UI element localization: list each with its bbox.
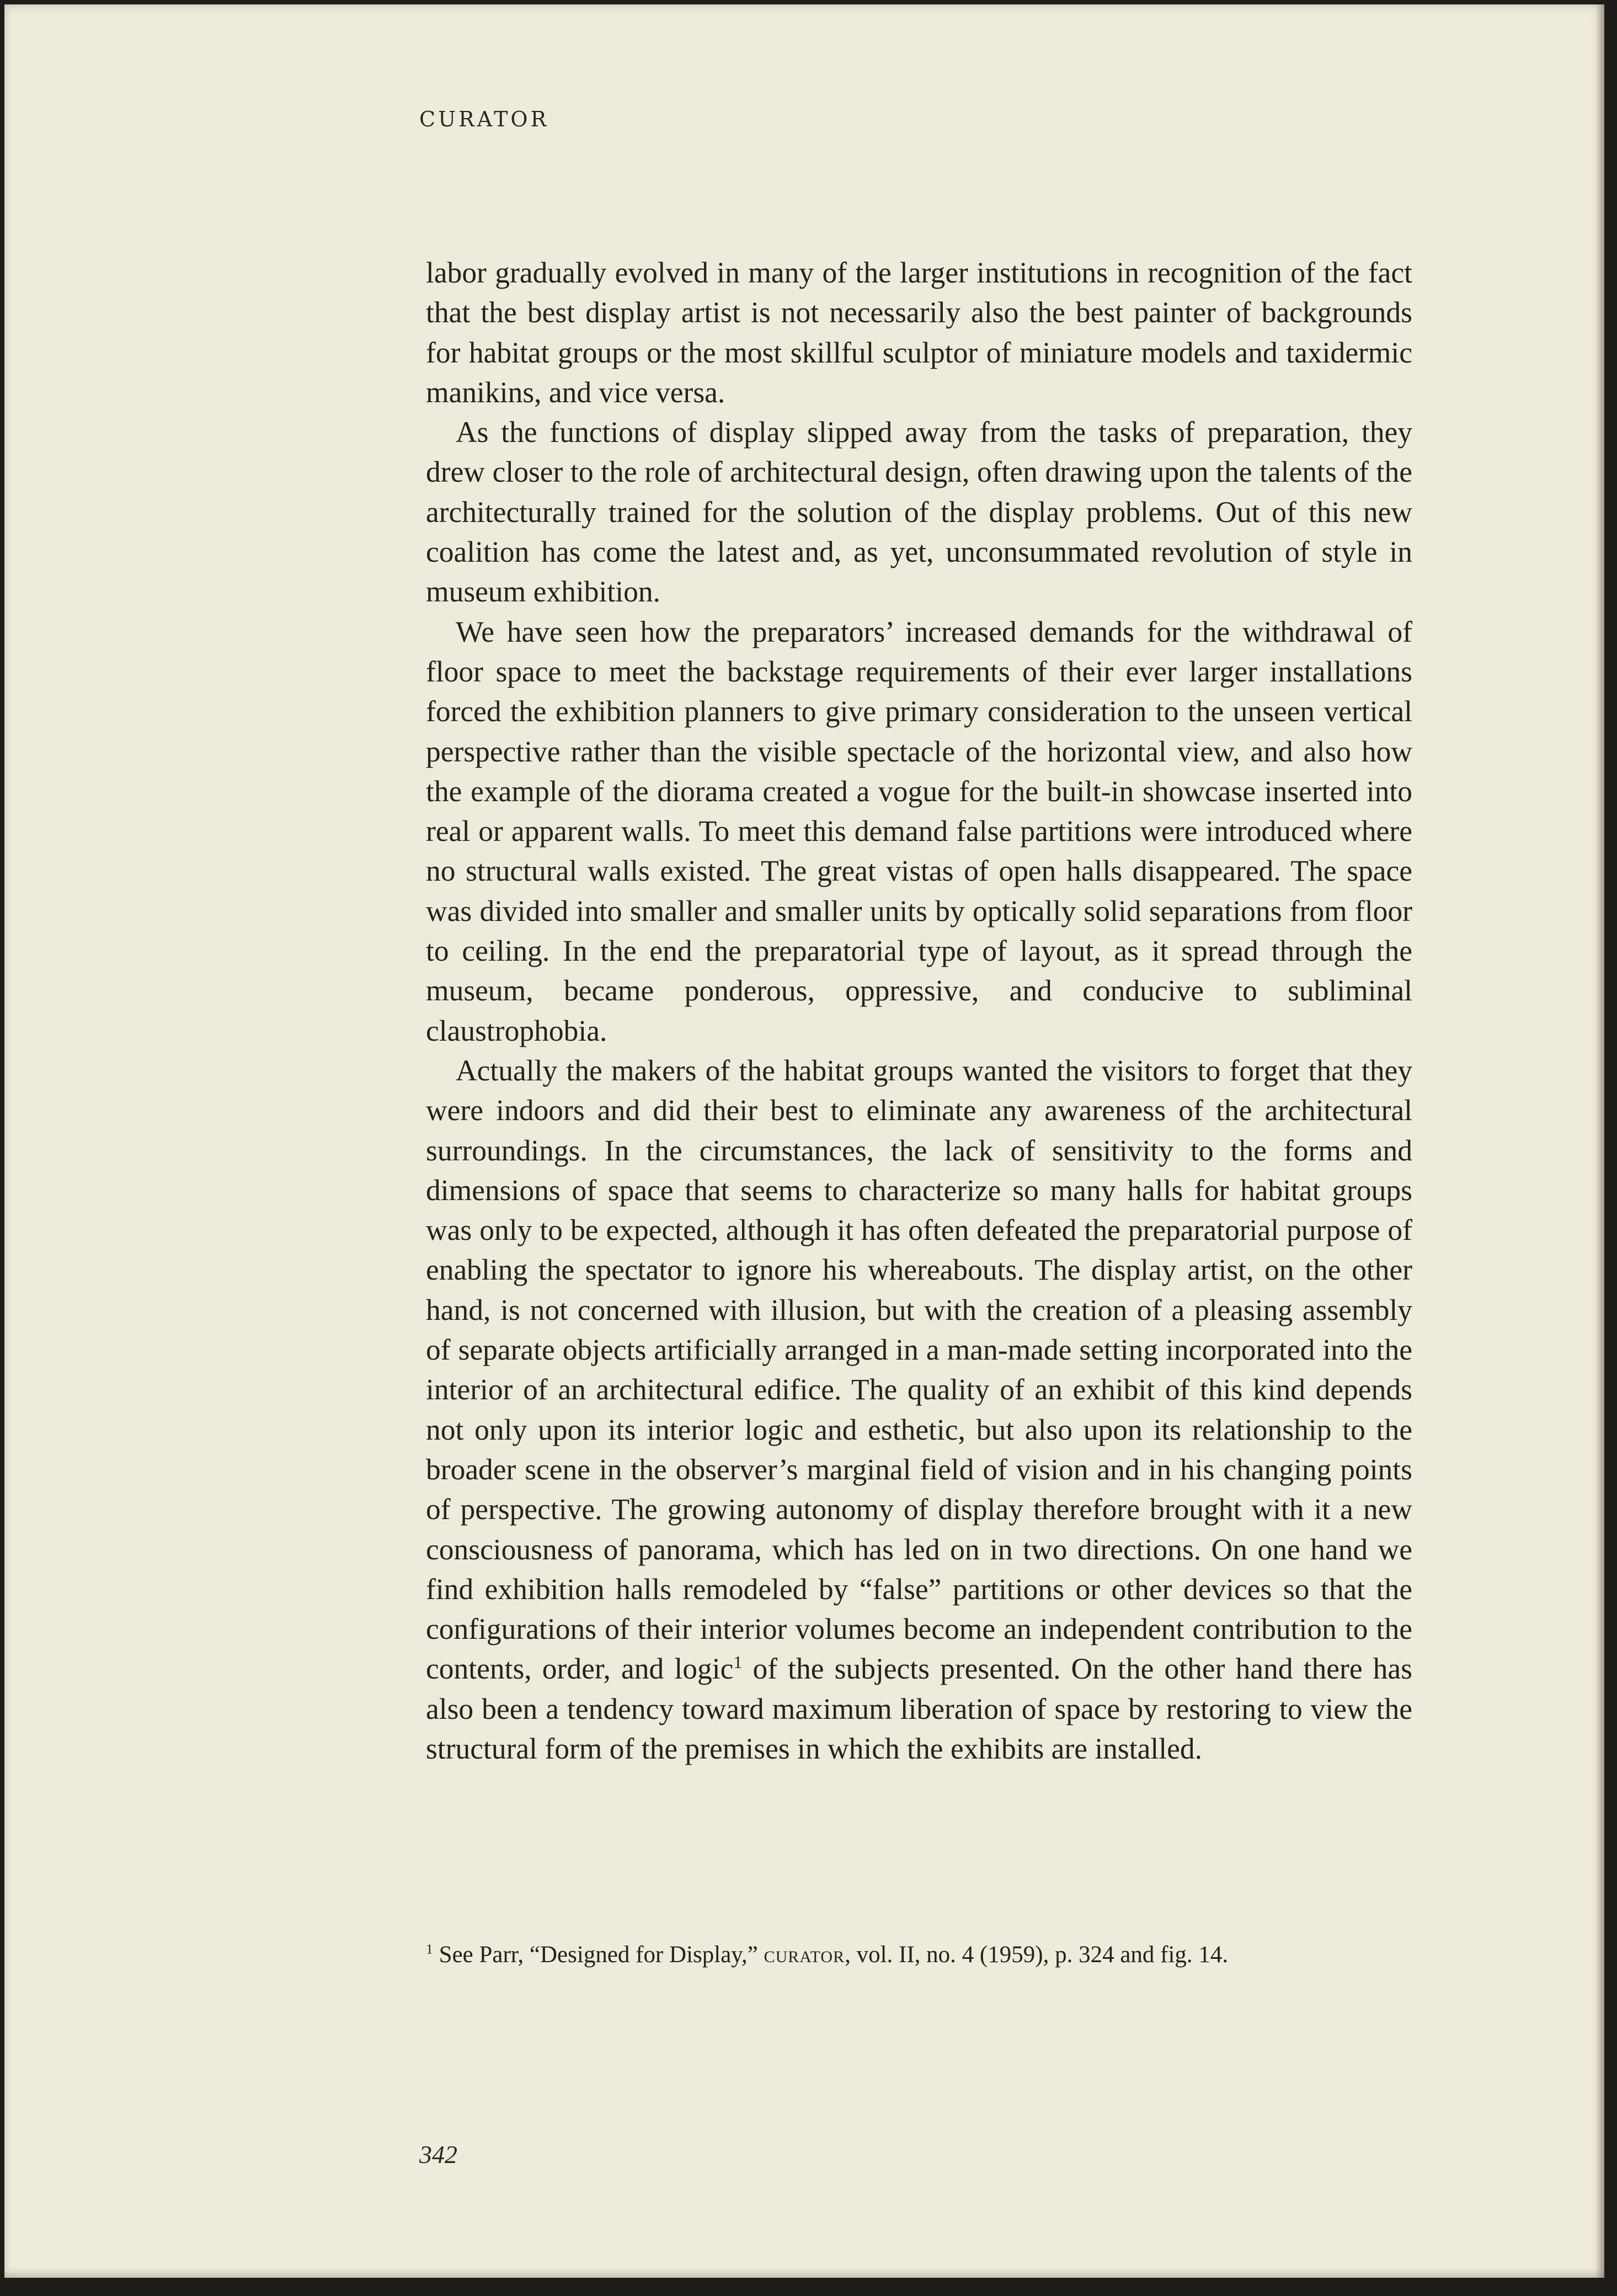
paragraph-4-part-a: Actually the makers of the habitat groups wanted the visitors to forget that they were indoors and did their best to eliminate any awareness of the architectural surroundings. In the circumstances, the lack of sensitivity to the forms and dimensions of space that seems to characterize so many halls for habitat groups was only to be expected, although it has often defeated the preparatorial purpose of enabling the spectator to ignore his whereabouts. The display artist, on the other hand, is not concerned with illusion, but with the creation of a pleasing assembly of separate objects artificially arranged in a man-made setting incorporated into the interior of an architectural edifice. The quality of an exhibit of this kind depends not only upon its interior logic and esthetic, but also upon its relationship to the broader scene in the observer’s marginal field of vision and in his changing points of perspective. The growing autonomy of display therefore brought with it a new consciousness of panorama, which has led on in two directions. On one hand we find exhibition halls remodeled by “false” partitions or other devices so that the configurations of their interior volumes become an independent contribution to the contents, order, and logic	[426, 1053, 1412, 1686]
paragraph-4	[426, 1051, 1412, 1768]
footnote-marker: 1	[426, 1941, 433, 1957]
page-number: 342	[419, 2140, 457, 2169]
footnote-text-a: See Parr, “Designed for Display,”	[433, 1942, 764, 1968]
running-head: CURATOR	[419, 107, 549, 131]
paragraph-3: We have seen how the preparators’ increased demands for the withdrawal of floor space to meet the backstage requirements of their ever larger installations forced the exhibition planners to give primary consideration to the unseen vertical perspective rather than the visible spectacle of the horizontal view, and also how the example of the diorama created a vogue for the built-in showcase inserted into real or apparent walls. To meet this demand false partitions were introduced where no structural walls existed. The great vistas of open halls disappeared. The space was divided into smaller and smaller units by optically solid separations from floor to ceiling. In the end the preparatorial type of layout, as it spread through the museum, became ponderous, oppressive, and conducive to subliminal claustrophobia.	[426, 615, 1412, 1047]
paragraph-2: As the functions of display slipped away from the tasks of preparation, they drew closer to the role of architectural design, often drawing upon the talents of the architecturally trained for the solution of the display problems. Out of this new coalition has come the latest and, as yet, unconsummated revolution of style in museum exhibition.	[426, 415, 1412, 609]
body-text	[426, 253, 1412, 1768]
footnote	[426, 1938, 1412, 1972]
footnote-reference: 1	[733, 1652, 743, 1672]
book-page	[4, 4, 1604, 2278]
page-edge-shadow	[1595, 4, 1604, 2278]
paragraph-1: labor gradually evolved in many of the larger institutions in recognition of the fact that the best display artist is not necessarily also the best painter of backgrounds for habitat groups or the most skillful sculptor of miniature models and taxidermic manikins, and vice versa.	[426, 256, 1412, 409]
paragraph-4-part-b: of the subjects presented. On the other hand there has also been a tendency toward maximum liberation of space by restoring to view the structural form of the premises in which the exhibits are installed.	[426, 1652, 1412, 1765]
footnote-text-b: , vol. II, no. 4 (1959), p. 324 and fig. 14.	[845, 1942, 1229, 1968]
footnote-journal-name: curator	[764, 1942, 845, 1968]
